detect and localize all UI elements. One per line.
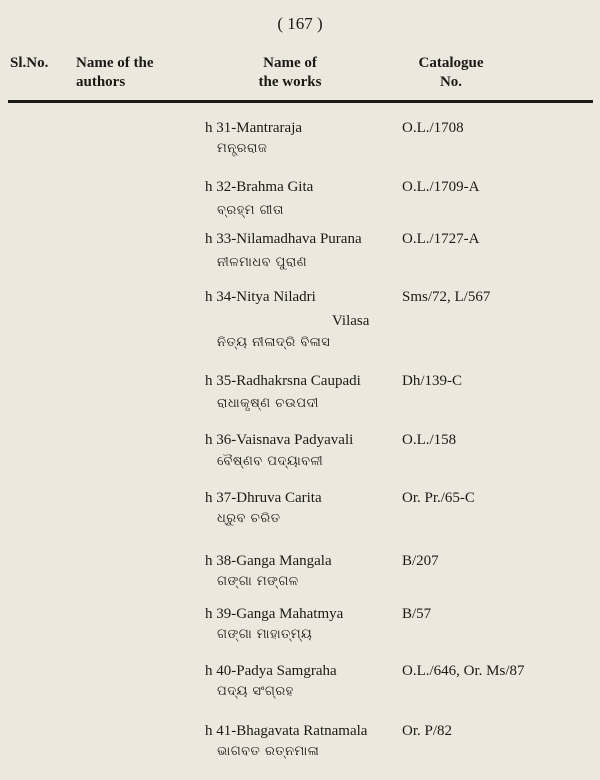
work-title: h 40-Padya Samgraha [205, 663, 337, 679]
work-title: h 34-Nitya Niladri [205, 289, 316, 305]
work-script: ନୀଳମାଧବ ପୁରାଣ [217, 255, 308, 270]
catalogue-number: B/57 [402, 606, 432, 622]
work-script: ଗଙ୍ଗା ମଙ୍ଗଳ [217, 574, 299, 589]
work-title: h 37-Dhruva Carita [205, 490, 322, 506]
catalogue-number: O.L./1708 [402, 120, 464, 136]
catalogue-number: O.L./1709-A [402, 179, 480, 195]
work-script: ଗଙ୍ଗା ମାହାତ୍ମ୍ୟ [217, 627, 313, 642]
work-title: h 33-Nilamadhava Purana [205, 231, 362, 247]
catalogue-number: O.L./646, Or. Ms/87 [402, 663, 525, 679]
header-catalogue-line2: No. [439, 74, 463, 90]
work-title: h 36-Vaisnava Padyavali [205, 432, 354, 448]
header-catalogue [408, 54, 494, 92]
work-script: ରାଧାକୃଷ୍ଣ ଚଉପଦୀ [217, 396, 319, 411]
header-works [240, 54, 340, 92]
header-authors-line1: Name of the [76, 55, 154, 71]
work-title: h 41-Bhagavata Ratnamala [205, 723, 368, 739]
header-rule [8, 100, 593, 103]
header-works-line2: the works [258, 74, 322, 90]
work-title-continued: Vilasa [332, 313, 370, 329]
catalogue-number: Or. Pr./65-C [402, 490, 475, 506]
catalogue-number: B/207 [402, 553, 439, 569]
work-script: ବ୍ରହ୍ମ ଗୀତା [217, 203, 284, 218]
header-catalogue-line1: Catalogue [418, 55, 484, 71]
work-title: h 39-Ganga Mahatmya [205, 606, 344, 622]
header-works-line1: Name of [263, 55, 317, 71]
work-script: ନିତ୍ୟ ନୀଳାଦ୍ରି ବିଳାସ [217, 335, 331, 350]
work-script: ଭାଗବତ ରତ୍ନମାଳା [217, 744, 320, 759]
work-title: h 32-Brahma Gita [205, 179, 314, 195]
header-sl-no: Sl.No. [10, 55, 49, 71]
catalogue-number: Or. P/82 [402, 723, 453, 739]
catalogue-number: Dh/139-C [402, 373, 462, 389]
catalogue-number: O.L./158 [402, 432, 457, 448]
work-script: ମନ୍ତ୍ରରାଜ [217, 141, 268, 156]
catalogue-number: O.L./1727-A [402, 231, 480, 247]
work-title: h 31-Mantraraja [205, 120, 303, 136]
work-title: h 35-Radhakrsna Caupadi [205, 373, 361, 389]
page-number: ( 167 ) [277, 14, 323, 33]
work-script: ପଦ୍ୟ ସଂଗ୍ରହ [217, 684, 294, 699]
work-script: ଧ୍ରୁବ ଚରିତ [217, 511, 281, 526]
header-authors [76, 54, 153, 92]
work-title: h 38-Ganga Mangala [205, 553, 332, 569]
work-script: ବୈଷ୍ଣବ ପଦ୍ୟାବଳୀ [217, 454, 324, 469]
catalogue-number: Sms/72, L/567 [402, 289, 491, 305]
header-authors-line2: authors [76, 74, 126, 90]
